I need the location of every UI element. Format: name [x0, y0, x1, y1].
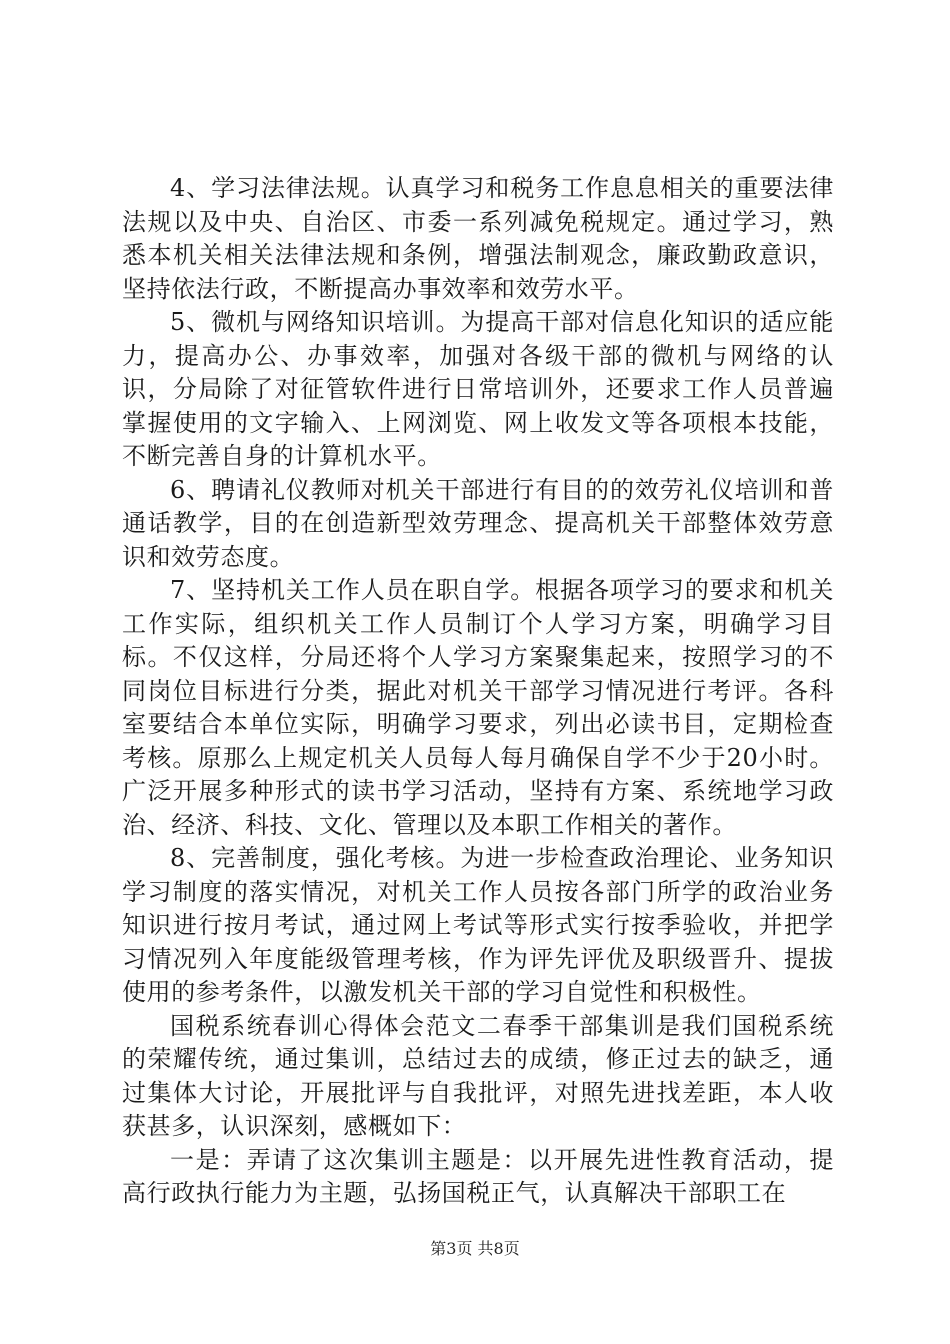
paragraph-point-one: 一是：弄请了这次集训主题是：以开展先进性教育活动，提高行政执行能力为主题，弘扬国税正气，认真解决干部职工在: [122, 1145, 834, 1207]
page-number-footer: 第3页 共8页: [430, 1239, 520, 1258]
paragraph-item-7: 7、坚持机关工作人员在职自学。根据各项学习的要求和机关工作实际，组织机关工作人员制订个人学习方案，明确学习目标。不仅这样，分局还将个人学习方案聚集起来，按照学习的不同岗位目标进行分类，据此对机关干部学习情况进行考评。各科室要结合本单位实际，明确学习要求，列出必读书目，定期检查考核。原那么上规定机关人员每人每月确保自学不少于20小时。广泛开展多种形式的读书学习活动，坚持有方案、系统地学习政治、经济、科技、文化、管理以及本职工作相关的著作。: [122, 576, 834, 839]
paragraph-item-8: 8、完善制度，强化考核。为进一步检查政治理论、业务知识学习制度的落实情况，对机关工作人员按各部门所学的政治业务知识进行按月考试，通过网上考试等形式实行按季验收，并把学习情况列入年度能级管理考核，作为评先评优及职级晋升、提拔使用的参考条件，以激发机关干部的学习自觉性和积极性。: [122, 844, 834, 1006]
paragraph-sample-two: 国税系统春训心得体会范文二春季干部集训是我们国税系统的荣耀传统，通过集训，总结过去的成绩，修正过去的缺乏，通过集体大讨论，开展批评与自我批评，对照先进找差距，本人收获甚多，认识深刻，感概如下：: [122, 1011, 834, 1140]
document-body: [122, 172, 834, 1211]
paragraph-item-6: 6、聘请礼仪教师对机关干部进行有目的的效劳礼仪培训和普通话教学，目的在创造新型效劳理念、提高机关干部整体效劳意识和效劳态度。: [122, 475, 834, 571]
paragraph-item-5: 5、微机与网络知识培训。为提高干部对信息化知识的适应能力，提高办公、办事效率，加强对各级干部的微机与网络的认识，分局除了对征管软件进行日常培训外，还要求工作人员普遍掌握使用的文字输入、上网浏览、网上收发文等各项根本技能，不断完善自身的计算机水平。: [122, 308, 834, 470]
paragraph-item-4: 4、学习法律法规。认真学习和税务工作息息相关的重要法律法规以及中央、自治区、市委一系列减免税规定。通过学习，熟悉本机关相关法律法规和条例，增强法制观念，廉政勤政意识，坚持依法行政，不断提高办事效率和效劳水平。: [122, 174, 834, 303]
